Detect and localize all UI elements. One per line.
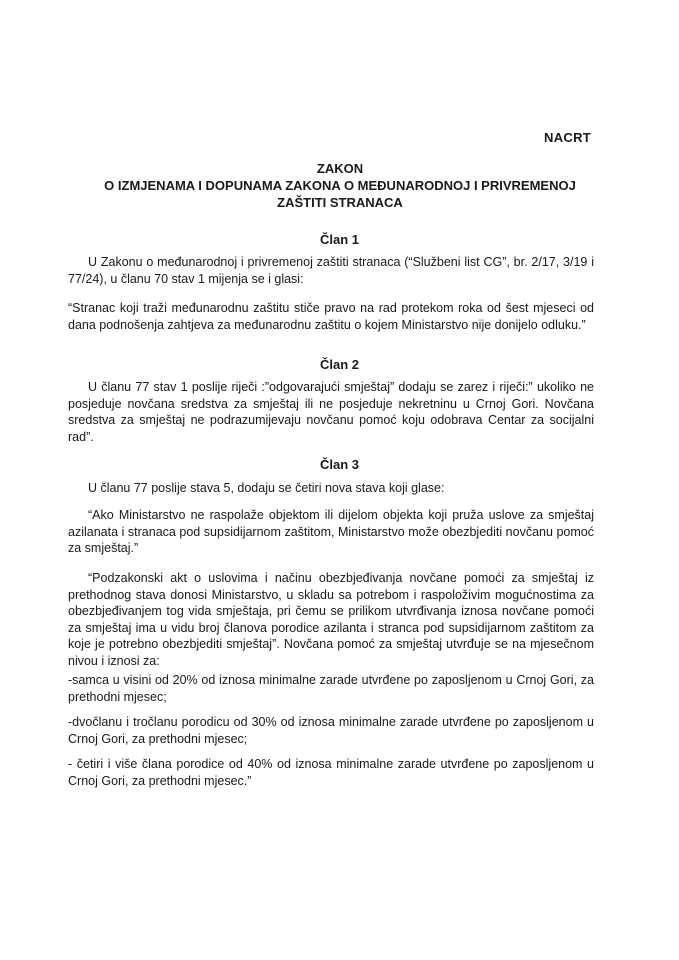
article-3-paragraph-2: “Ako Ministarstvo ne raspolaže objektom ili dijelom objekta koji pruža uslove za smještaj azilanata i stranaca pod supsidijarnom zaštitom, Ministarstvo može obezbjediti novčanu pomoć za smještaj.” [68,508,594,555]
list-item-two-three: -dvočlanu i tročlanu porodicu od 30% od iznosa minimalne zarade utvrđene po zaposljenom u Crnoj Gori, za prethodni mjesec; [68,715,594,746]
draft-label: NACRT [544,130,591,145]
title-line-2: O IZMJENAMA I DOPUNAMA ZAKONA O MEĐUNARODNOJ I PRIVREMENOJ [104,178,576,193]
list-item-single: -samca u visini od 20% od iznosa minimalne zarade utvrđene po zaposljenom u Crnoj Gori, za prethodni mjesec; [68,673,594,704]
article-3-paragraph-3: “Podzakonski akt o uslovima i načinu obezbjeđivanja novčane pomoći za smještaj iz prethodnog stava donosi Ministarstvo, u skladu sa potrebom i raspoloživim mogućnostima za obezbjeđivanjem tog vida smještaja, pri čemu se prilikom utvrđivanja iznosa novčane pomoći za smještaj ima u vidu broj članova porodice azilanta i stranca pod supsidijarnom zaštitom za koje je potrebno obezbjediti smještaj”. Novčana pomoć za smještaj utvrđuje se na mjesečnom nivou i iznosi za: [68,571,594,668]
article-1-paragraph-1: U Zakonu o međunarodnoj i privremenoj zaštiti stranaca (“Službeni list CG”, br. 2/17, 3/19 i 77/24), u članu 70 stav 1 mijenja se i glasi: [68,255,594,286]
article-1-paragraph-2: “Stranac koji traži međunarodnu zaštitu stiče pravo na rad protekom roka od šest mjeseci od dana podnošenja zahtjeva za međunarodnu zaštitu o kojem Ministarstvo nije donijelo odluku.” [68,301,594,332]
article-2-heading: Član 2 [319,357,359,372]
article-2-paragraph-1: U članu 77 stav 1 poslije riječi :”odgovarajući smještaj” dodaju se zarez i riječi:” ukoliko ne posjeduje novčana sredstva za smještaj ili ne posjeduje nekretninu u Crnoj Gori. Novčana sredstva za smještaj ne podrazumijevaju novčanu pomoć koju odobrava Centar za socijalni rad”. [68,380,594,444]
article-1-heading: Član 1 [319,232,359,247]
title-line-1: ZAKON [316,161,364,176]
article-3-heading: Član 3 [319,457,359,472]
title-line-3: ZAŠTITI STRANACA [277,195,403,210]
article-3-paragraph-1: U članu 77 poslije stava 5, dodaju se četiri nova stava koji glase: [88,481,445,495]
law-title [70,160,610,211]
list-item-four-plus: - četiri i više člana porodice od 40% od iznosa minimalne zarade utvrđene po zaposljenom u Crnoj Gori, za prethodni mjesec.” [68,757,594,788]
